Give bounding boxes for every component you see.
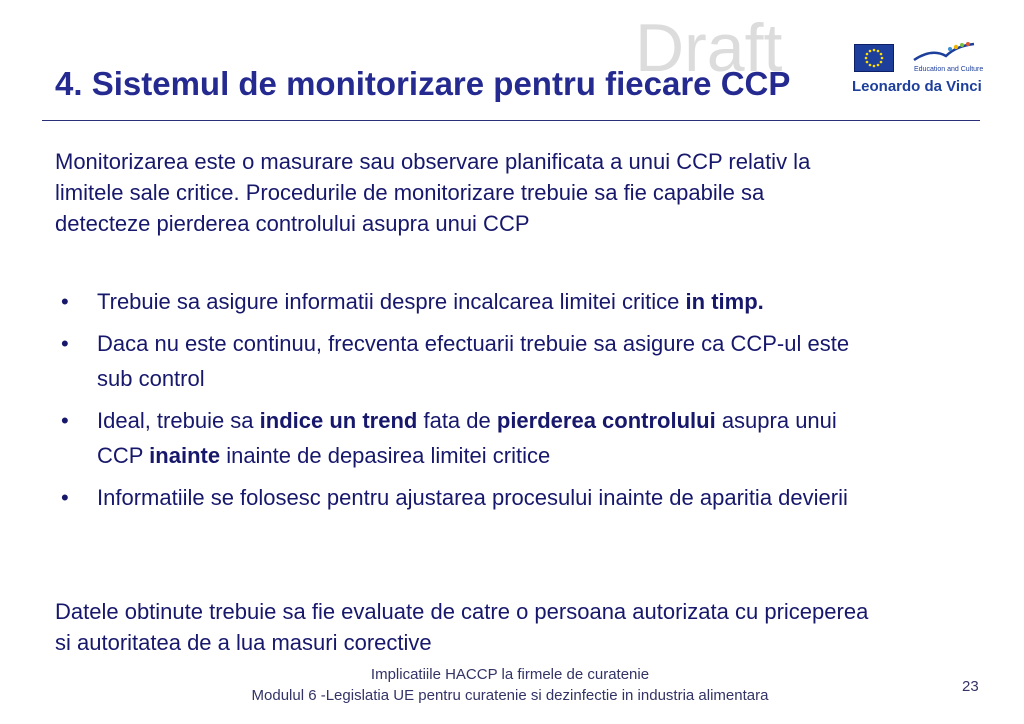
logo-program-name: Leonardo da Vinci [852,78,982,95]
bullet-marker: • [61,408,69,433]
list-item: • Trebuie sa asigure informatii despre incalcarea limitei critice in timp. [55,284,865,319]
leonardo-logo [852,42,1002,102]
slide-title: 4. Sistemul de monitorizare pentru fiecare CCP [55,65,791,102]
bullet-marker: • [61,289,69,314]
list-item: • Daca nu este continuu, frecventa efectuarii trebuie sa asigure ca CCP-ul este sub control [55,326,865,396]
intro-paragraph: Monitorizarea este o masurare sau observare planificata a unui CCP relativ la limitele sale critice. Procedurile de monitorizare trebuie sa fie capabile sa detecteze pierderea controlului asupra unui CCP [55,149,811,236]
list-item: • Informatiile se folosesc pentru ajustarea procesului inainte de aparitia devierii [55,480,865,515]
bullet-list [55,284,865,522]
footer-module-title: Modulul 6 -Legislatia UE pentru curatenie si dezinfectie in industria alimentara [251,687,769,704]
logo-tagline: Education and Culture [914,66,984,73]
conclusion-paragraph: Datele obtinute trebuie sa fie evaluate de catre o persoana autorizata cu priceperea si autoritatea de a lua masuri corective [55,599,869,655]
draft-watermark: Draft [635,10,783,86]
bullet-marker: • [61,331,69,356]
footer-course-title: Implicatiile HACCP la firmele de curatenie [370,666,650,683]
flying-bird-icon [912,42,978,64]
title-divider [42,120,980,121]
page-number: 23 [962,678,979,695]
bullet-marker: • [61,485,69,510]
eu-flag-icon [854,44,894,72]
list-item: • Ideal, trebuie sa indice un trend fata de pierderea controlului asupra unui CCP inainte inainte de depasirea limitei critice [55,403,865,473]
